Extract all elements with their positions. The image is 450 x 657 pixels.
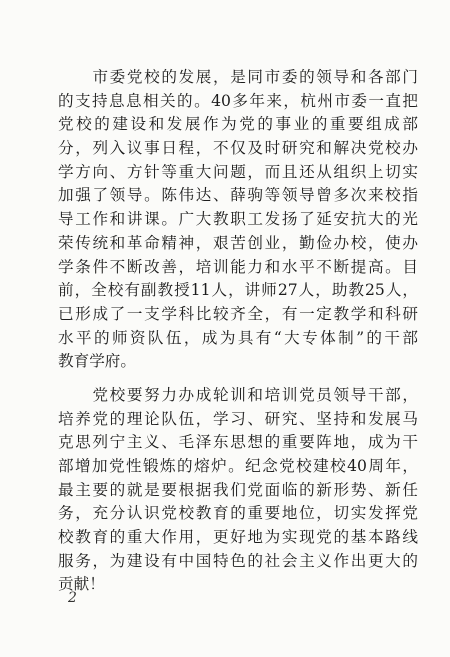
text-line: 前，全校有副教授11人，讲师27人，助教25人， [58,281,418,300]
text-line: 学条件不断改善，培训能力和水平不断提高。目 [58,257,418,276]
text-line: 已形成了一支学科比较齐全，有一定教学和科研 [58,304,418,323]
paragraph-gap [58,374,418,384]
text-line: 务，充分认识党校教育的重要地位，切实发挥党 [58,504,418,523]
text-line: 党校的建设和发展作为党的事业的重要组成部 [58,115,418,134]
text-line: 教育学府。 [58,352,136,371]
text-line: 荣传统和革命精神，艰苦创业，勤俭办校，使办 [58,233,418,252]
text-line: 贡献！ [58,575,105,594]
text-line: 部增加党性锻炼的熔炉。纪念党校建校40周年， [58,457,418,475]
text-line: 水平的师资队伍，成为具有“大专体制”的干部 [58,328,418,347]
text-line: 加强了领导。陈伟达、薛驹等领导曾多次来校指 [58,186,418,205]
text-line: 党校要努力办成轮训和培训党员领导干部， [58,385,418,404]
text-line: 培养党的理论队伍，学习、研究、坚持和发展马 [58,409,418,428]
paragraph-1 [58,66,418,374]
text-line: 克思列宁主义、毛泽东思想的重要阵地，成为干 [58,433,418,452]
text-line: 市委党校的发展，是同市委的领导和各部门 [58,68,418,86]
text-line: 学方向、方针等重大问题，而且还从组织上切实 [58,162,418,181]
text-line: 的支持息息相关的。40多年来，杭州市委一直把 [58,91,418,110]
text-line: 导工作和讲课。广大教职工发扬了延安抗大的光 [58,210,418,229]
text-line: 服务，为建设有中国特色的社会主义作出更大的 [58,551,418,570]
text-line: 校教育的重大作用，更好地为实现党的基本路线 [58,528,418,547]
body-text [58,66,418,597]
text-line: 分，列入议事日程，不仅及时研究和解决党校办 [58,139,418,158]
text-line: 最主要的就是要根据我们党面临的新形势、新任 [58,480,418,499]
paragraph-2 [58,384,418,597]
page-number: 2 [68,590,77,606]
